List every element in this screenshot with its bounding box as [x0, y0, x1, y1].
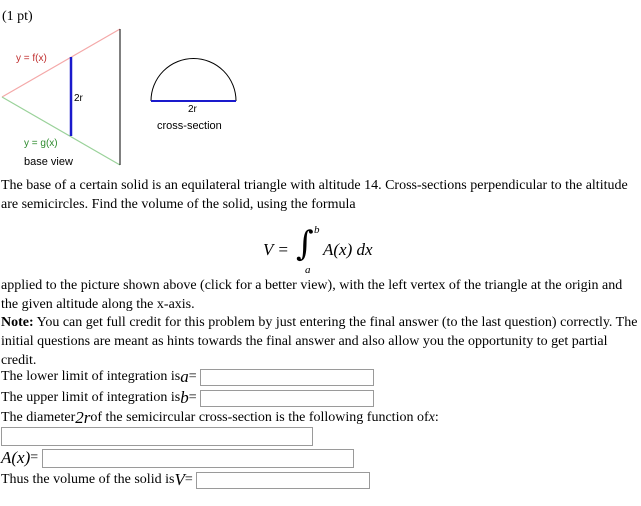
- problem-figure[interactable]: [0, 22, 250, 172]
- formula-upper-limit: b: [314, 224, 320, 236]
- lower-limit-label: The lower limit of integration is: [1, 369, 181, 384]
- volume-label: Thus the volume of the solid is: [1, 472, 175, 487]
- upper-limit-var: b: [180, 388, 189, 407]
- diameter-label: 2r: [188, 104, 197, 115]
- formula-integrand: A(x) dx: [323, 240, 373, 259]
- note-label: Note:: [1, 315, 34, 330]
- g-boundary-line: [2, 97, 120, 165]
- area-input[interactable]: [42, 449, 354, 468]
- applied-text: applied to the picture shown above (click for a better view), with the left vertex of the triangle at the origin and the given altitude along the x-axis.: [1, 278, 623, 312]
- points-label: (1 pt): [2, 9, 33, 24]
- formula-lhs: V =: [263, 240, 289, 259]
- cross-section-diagram: [151, 59, 236, 133]
- semicircle-arc: [151, 59, 236, 102]
- volume-row: Thus the volume of the solid isV=: [1, 470, 370, 490]
- area-label: A(x): [1, 448, 31, 467]
- volume-var: V: [174, 470, 185, 489]
- diameter-var: 2r: [75, 408, 91, 427]
- fx-label: y = f(x): [16, 53, 47, 64]
- base-view-caption: base view: [24, 156, 73, 168]
- diameter-x: x: [428, 410, 435, 425]
- note-paragraph: [1, 313, 639, 370]
- formula-lower-limit: a: [305, 264, 311, 276]
- lower-limit-var: a: [180, 367, 189, 386]
- volume-input[interactable]: [196, 472, 370, 489]
- integral-sign: ∫: [296, 224, 314, 264]
- diameter-text-pre: The diameter: [1, 410, 76, 425]
- upper-limit-label: The upper limit of integration is: [1, 390, 181, 405]
- diameter-question: The diameter2rof the semicircular cross-section is the following function ofx:: [1, 408, 439, 427]
- cross-section-caption: cross-section: [157, 120, 222, 132]
- area-row: A(x)=: [1, 448, 354, 468]
- altitude-label: 2r: [74, 93, 83, 104]
- gx-label: y = g(x): [24, 138, 58, 149]
- lower-limit-input[interactable]: [200, 369, 374, 386]
- base-view-diagram: [2, 29, 120, 168]
- diameter-input[interactable]: [1, 427, 313, 446]
- lower-limit-row: The lower limit of integration isa=: [1, 367, 374, 387]
- upper-limit-input[interactable]: [200, 390, 374, 407]
- upper-limit-row: The upper limit of integration isb=: [1, 388, 374, 408]
- note-text: You can get full credit for this problem by just entering the final answer (to the last question) correctly. The initial questions are meant as hints towards the final answer and also allow you the opportunity to get partial credit.: [1, 315, 638, 368]
- problem-statement: The base of a certain solid is an equilateral triangle with altitude 14. Cross-sections perpendicular to the altitude are semicircles. Find the volume of the solid, using the formula: [1, 178, 628, 212]
- diameter-text-post: of the semicircular cross-section is the following function of: [90, 410, 429, 425]
